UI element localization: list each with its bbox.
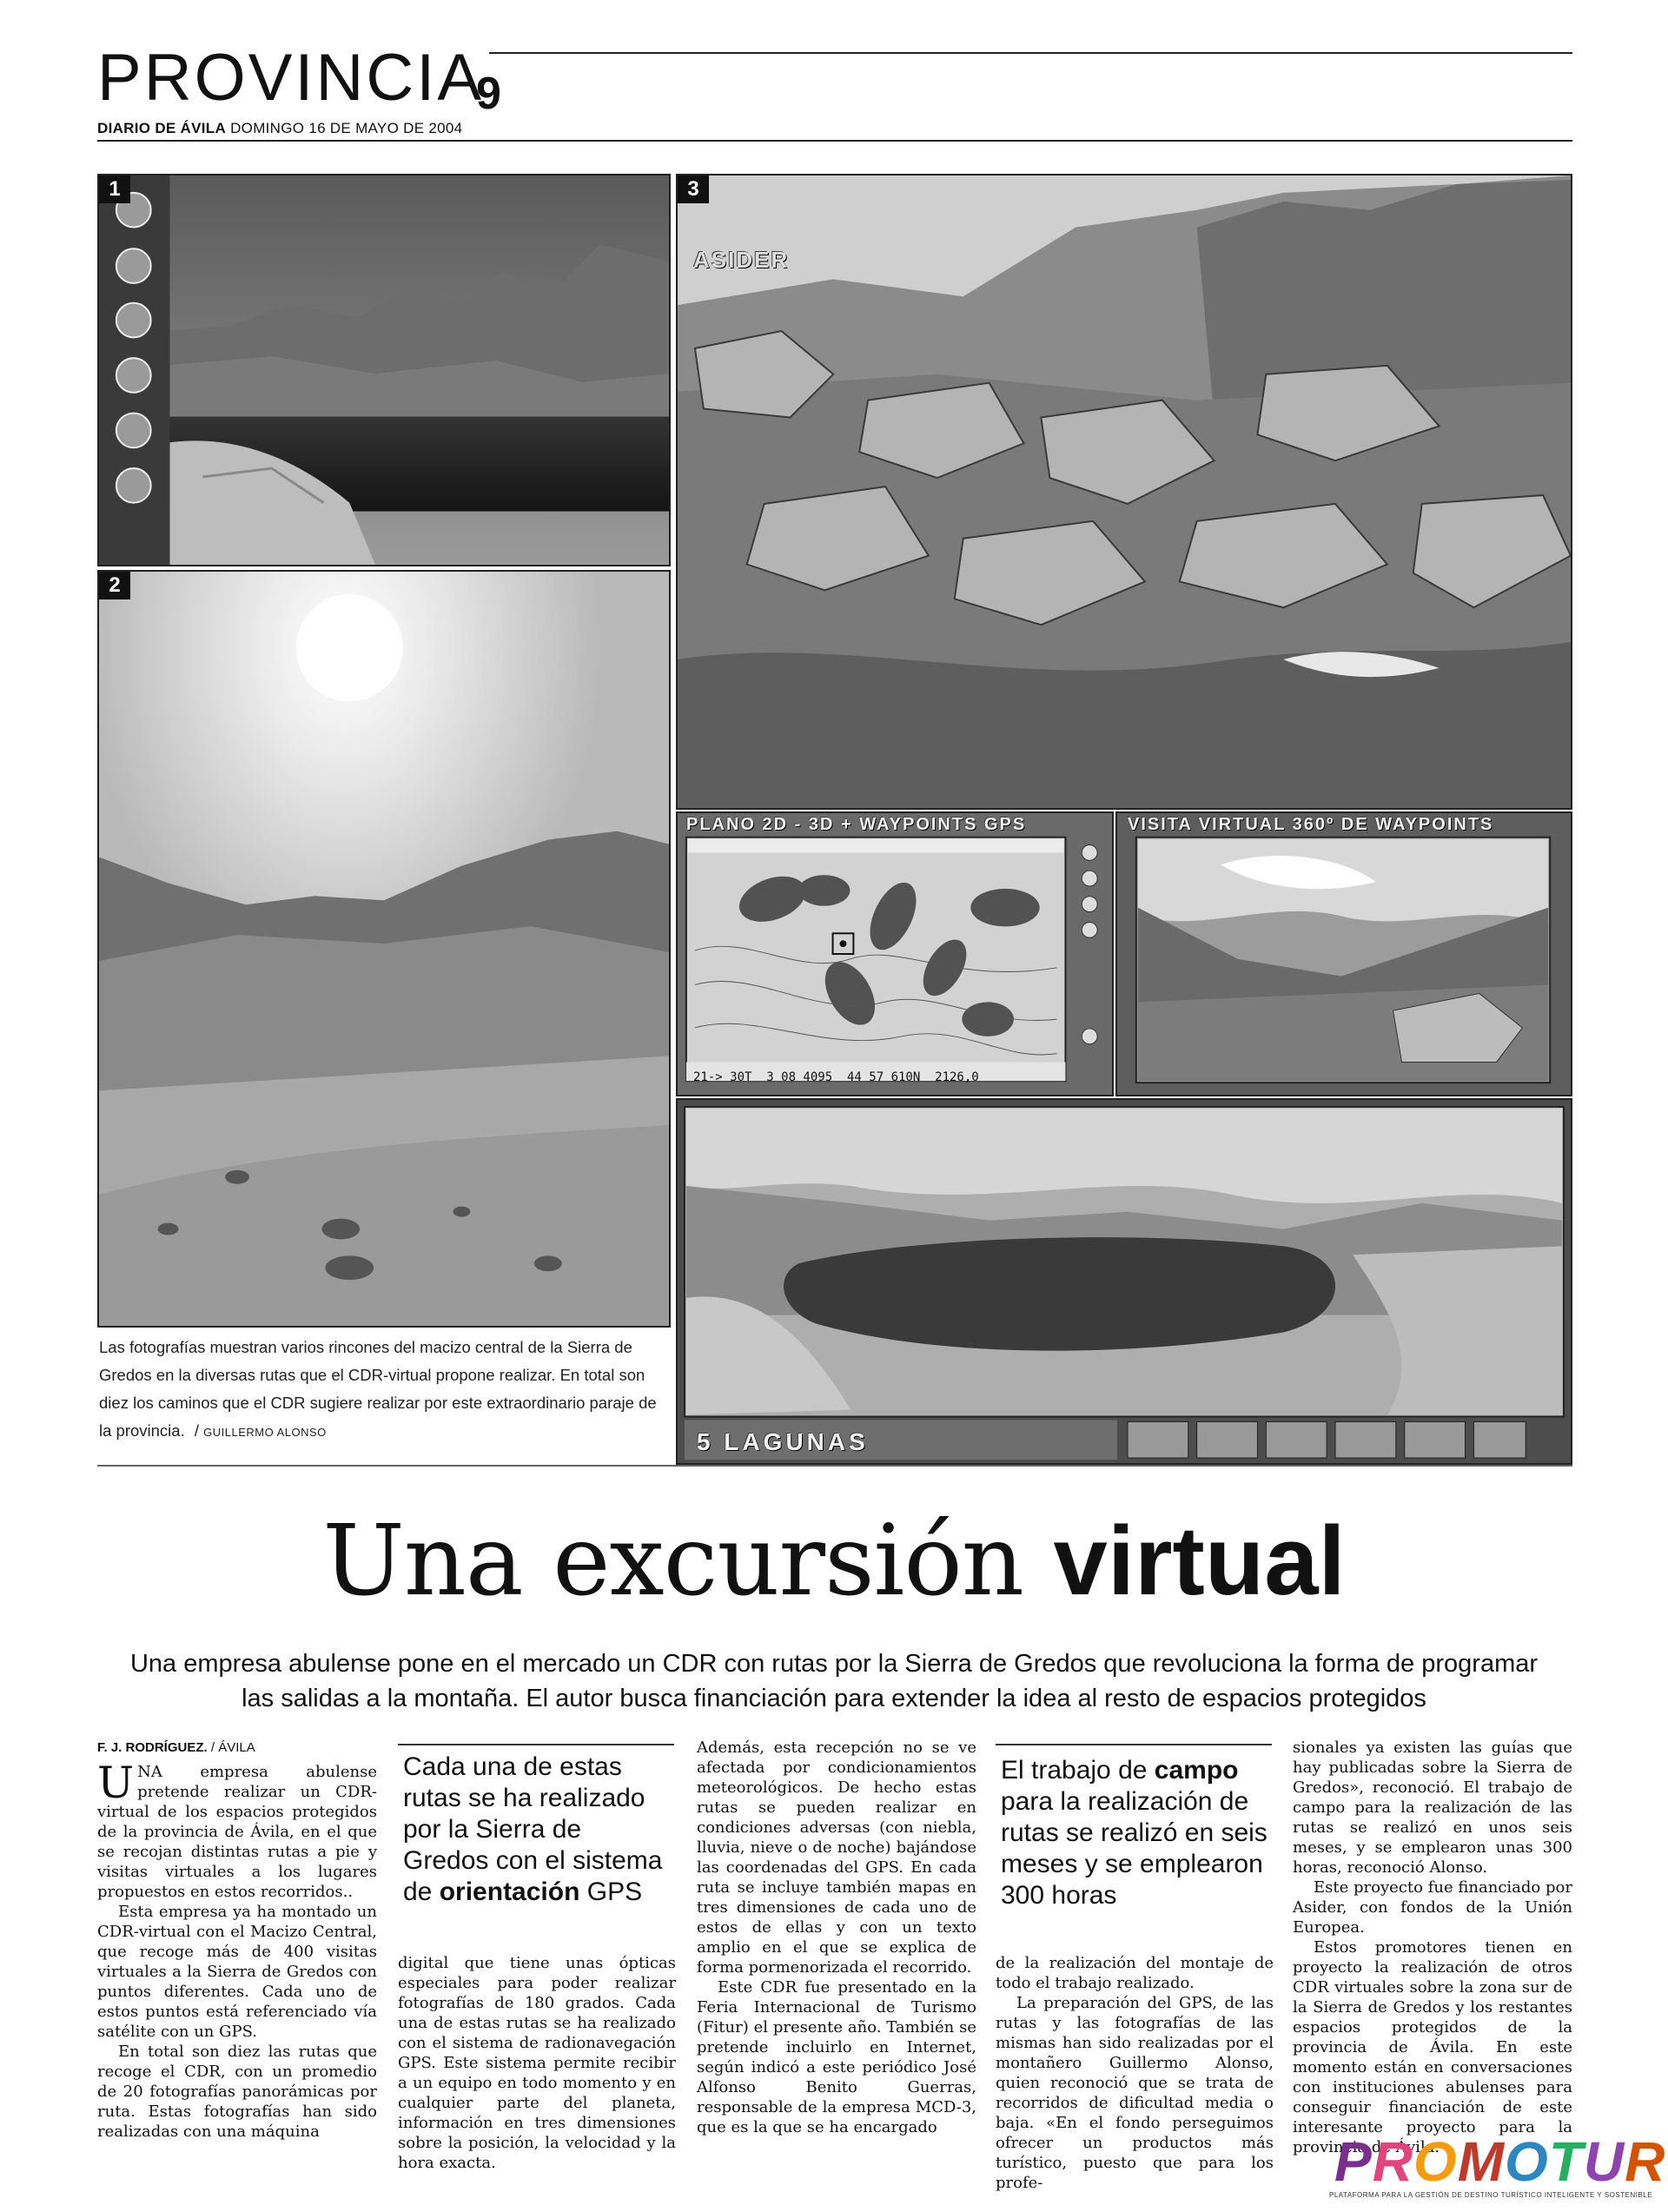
photo-2-valley-panorama: [97, 570, 671, 1328]
logo-letter: R: [1625, 2130, 1666, 2193]
photo-number: 3: [678, 176, 709, 203]
map-panel: [676, 811, 1114, 1096]
pull-quote-2: El trabajo de campo para la realización de rutas se realizó en seis meses y se emplearon 300 horas: [1001, 1756, 1268, 1910]
photo-2-image: [99, 572, 669, 1326]
photo-1-lake-panorama: [97, 174, 671, 566]
photo-3-image: [678, 176, 1571, 808]
paper-name: DIARIO DE ÁVILA: [97, 120, 227, 136]
pull-quote-1-rule: [398, 1744, 674, 1745]
map-image: [678, 813, 1112, 1095]
paragraph: de la realización del montaje de todo el trabajo realizado.: [996, 1954, 1274, 1992]
logo-letter: O: [1505, 2130, 1549, 2193]
paragraph: Este CDR fue presentado en la Feria Internacional de Turismo (Fitur) el presente año. También se pretende incluirlo en Internet, según indicó a este periódico José Alfonso Benito Guerras, responsable de la empresa MCD-3, que es la que se ha encargado: [697, 1978, 976, 2136]
header-bottom-rule: [97, 140, 1572, 142]
logo-letter: R: [1372, 2130, 1413, 2193]
logo-letter: P: [1334, 2130, 1373, 2193]
virtual-panel-title: VISITA VIRTUAL 360º DE WAYPOINTS: [1128, 815, 1494, 834]
logo-letter: T: [1548, 2130, 1584, 2193]
article-column-5: [1293, 1738, 1572, 2157]
virtual-visit-panel: [1115, 811, 1572, 1096]
lagunas-panel: [676, 1098, 1572, 1465]
pull-quote-2-rule: [996, 1744, 1272, 1745]
promotur-logo: [1329, 2130, 1666, 2209]
article-column-3: [697, 1738, 976, 2137]
paragraph: Además, esta recepción no se ve afectada por condicionamientos meteorológicos. De hecho estas rutas se pueden realizar en condiciones adversas (con niebla, lluvia, nieve o de noche) bajándose las coordenadas del GPS. En cada ruta se incluye también mapas en tres dimensiones de cada uno de estos de ellas y con un texto amplio en el que se explica de forma pormenorizada el recorrido.: [697, 1738, 976, 1977]
headline-bold: virtual: [1053, 1507, 1346, 1615]
deck-subheading: Una empresa abulense pone en el mercado un CDR con rutas por la Sierra de Gredos que revoluciona la forma de programar las salidas a la montaña. El autor busca financiación para extender la idea al resto de espacios protegidos: [129, 1650, 1539, 1712]
lagunas-image: [678, 1100, 1571, 1463]
headline-light: Una excursión: [322, 1505, 1023, 1618]
paragraph: En total son diez las rutas que recoge el CDR, con un promedio de 20 fotografías panorámicas por ruta. Estas fotografías han sido realizadas con una máquina: [97, 2043, 377, 2141]
drop-cap: U: [97, 1758, 135, 1808]
photo-section-rule: [97, 1465, 1572, 1467]
caption-credit-sep: /: [194, 1421, 199, 1440]
paragraph: Este proyecto fue financiado por Asider, con fondos de la Unión Europea.: [1293, 1878, 1572, 1937]
caption-credit: GUILLERMO ALONSO: [203, 1426, 327, 1439]
photo-1-image: [99, 176, 669, 565]
photo-3-rocky-slope: [676, 174, 1572, 810]
logo-letter: M: [1457, 2130, 1505, 2193]
promotur-tagline: PLATAFORMA PARA LA GESTIÓN DE DESTINO TURÍSTICO INTELIGENTE Y SOSTENIBLE: [1329, 2191, 1653, 2199]
page-number: 9: [476, 69, 501, 119]
lagunas-panel-title: 5 LAGUNAS: [697, 1428, 869, 1455]
caption-text: Las fotografías muestran varios rincones del macizo central de la Sierra de Gredos en la diversas rutas que el CDR-virtual propone realizar. En total son diez los caminos que el CDR sugiere realizar por este extraordinario paraje de la provincia.: [99, 1338, 657, 1440]
article-column-1: [97, 1738, 377, 2142]
asider-logo-text: ASIDER: [693, 247, 790, 273]
photo-caption: [99, 1334, 672, 1447]
map-panel-title: PLANO 2D - 3D + WAYPOINTS GPS: [686, 815, 1027, 834]
photo-number: 2: [99, 572, 130, 599]
logo-letter: O: [1413, 2130, 1458, 2193]
paragraph: digital que tiene unas ópticas especiales para poder realizar fotografías de 180 grados. Cada una de estas rutas se ha realizado con el sistema de radionavegación GPS. Este sistema permite recibir a un equipo en todo momento y en cualquier parte del planeta, información en tres dimensiones sobre la posición, la velocidad y la hora exacta.: [398, 1954, 676, 2172]
promotur-wordmark: [1334, 2130, 1666, 2193]
article-column-4: [996, 1953, 1274, 2193]
photo-number: 1: [99, 176, 130, 203]
header-dateline: [97, 120, 462, 137]
article-column-2: [398, 1953, 676, 2173]
byline-place: / ÁVILA: [210, 1740, 255, 1755]
gps-readout: 21-> 30T 3 08 4095 44 57 610N 2126,0: [693, 1070, 979, 1084]
byline: [97, 1738, 377, 1758]
issue-date: DOMINGO 16 DE MAYO DE 2004: [230, 120, 463, 136]
paragraph: Esta empresa ya ha montado un CDR-virtual con el Macizo Central, que recoge más de 400 visitas virtuales a la Sierra de Gredos con puntos diferentes. Cada uno de estos puntos está referenciado vía satélite con un GPS.: [97, 1903, 377, 2041]
virtual-visit-image: [1117, 813, 1571, 1095]
logo-letter: U: [1583, 2130, 1625, 2193]
byline-author: F. J. RODRÍGUEZ.: [97, 1740, 208, 1755]
paragraph: Estos promotores tienen en proyecto la realización de otros CDR virtuales sobre la zona sur de la Sierra de Gredos y los restantes espacios protegidos de la provincia de Ávila. En este momento están en conversaciones con instituciones abulenses para conseguir financiación de este interesante proyecto para la provincia de Ávila.: [1293, 1938, 1572, 2156]
paragraph: La preparación del GPS, de las rutas y las fotografías de las mismas han sido realizadas por el montañero Guillermo Alonso, quien reconoció que se trata de recorridos de dificultad media o baja. «En el fondo perseguimos ofrecer un productos más turístico, puesto que para los profe-: [996, 1994, 1274, 2192]
headline: [0, 1505, 1668, 1618]
paragraph: UNA empresa abulense pretende realizar un CDR-virtual de los espacios protegidos de la provincia de Ávila, en el que se recojan distintas rutas a pie y visitas virtuales a los lugares propuestos en estos recorridos..: [97, 1758, 377, 1901]
paragraph: sionales ya existen las guías que hay publicadas sobre la Sierra de Gredos», reconoció. El trabajo de campo para la realización de las rutas se realizó en unos seis meses, y se emplearon unas 300 horas, reconoció Alonso.: [1293, 1738, 1572, 1877]
section-title: PROVINCIA: [97, 45, 489, 111]
pull-quote-1: Cada una de estas rutas se ha realizado por la Sierra de Gredos con el sistema de orientación GPS: [403, 1752, 663, 1906]
